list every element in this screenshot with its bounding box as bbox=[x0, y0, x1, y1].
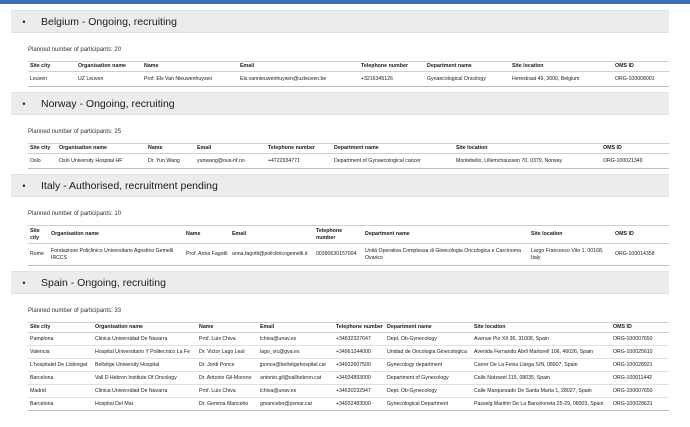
cell-oms-id: ORG-100028631 bbox=[611, 398, 669, 411]
cell-name: Dr. Gemma Mancebo bbox=[197, 398, 258, 411]
column-header: Site location bbox=[529, 226, 613, 244]
cell-name: Dr. Yun Wang bbox=[146, 154, 195, 169]
cell-department: Department of Gynaecological cancer bbox=[332, 154, 454, 169]
country-section-belgium bbox=[11, 10, 669, 87]
column-header: Site city bbox=[28, 226, 49, 244]
cell-site-location: Montebello, Lillemchaussen 70, 0379, Norway bbox=[454, 154, 601, 169]
section-title: Norway - Ongoing, recruiting bbox=[41, 97, 175, 110]
table-row bbox=[28, 154, 669, 169]
cell-department: Gynaecological Oncology bbox=[425, 72, 510, 87]
top-accent-bar bbox=[0, 0, 690, 4]
cell-name: Dr. Antonio Gil-Moreno bbox=[197, 372, 258, 385]
column-header: Site city bbox=[28, 144, 57, 154]
planned-participants: Planned number of participants: 20 bbox=[28, 47, 122, 53]
cell-organisation: Vall D Hebron Institute Of Oncology bbox=[93, 372, 197, 385]
cell-oms-id: ORG-100025610 bbox=[611, 346, 669, 359]
cell-site-city: Valencia bbox=[28, 346, 93, 359]
cell-department: Dept. Ob-Gynecology bbox=[385, 333, 472, 346]
cell-organisation: Clinica Universidad De Navarra bbox=[93, 385, 197, 398]
cell-department: Department of Gynecology bbox=[385, 372, 472, 385]
table-row bbox=[28, 244, 669, 266]
cell-name: Prof. Els Van Nieuwenhuysen bbox=[142, 72, 238, 87]
cell-oms-id: ORG-100008001 bbox=[613, 72, 669, 87]
section-title: Italy - Authorised, recruitment pending bbox=[41, 179, 218, 192]
column-header: Name bbox=[184, 226, 230, 244]
section-header[interactable] bbox=[11, 10, 669, 33]
column-header: Email bbox=[230, 226, 314, 244]
table-row bbox=[28, 333, 669, 346]
column-header: Organisation name bbox=[93, 323, 197, 333]
column-header: Organisation name bbox=[49, 226, 184, 244]
table-row bbox=[28, 72, 669, 87]
column-header: Site city bbox=[28, 323, 93, 333]
column-header: Site city bbox=[28, 62, 76, 72]
cell-site-location: Carrer De La Feixa Llarga S/N, 08907, Spain bbox=[472, 359, 611, 372]
cell-email[interactable]: gmancebo@psmar.cat bbox=[258, 398, 334, 411]
sites-table bbox=[28, 225, 669, 266]
planned-participants: Planned number of participants: 25 bbox=[28, 129, 122, 135]
cell-site-city: Pamplona bbox=[28, 333, 93, 346]
cell-telephone: +3216345126 bbox=[359, 72, 425, 87]
cell-site-city: Barcelona bbox=[28, 372, 93, 385]
cell-telephone: 00390630157004 bbox=[314, 244, 363, 266]
table-row bbox=[28, 398, 669, 411]
bullet-icon: • bbox=[22, 277, 26, 288]
cell-site-location: Herestraat 49, 3000, Belgium bbox=[510, 72, 613, 87]
cell-organisation: Clinica Universidad De Navarra bbox=[93, 333, 197, 346]
table-header-row bbox=[28, 62, 669, 72]
column-header: OMS ID bbox=[613, 62, 669, 72]
column-header: Name bbox=[142, 62, 238, 72]
table-header-row bbox=[28, 323, 669, 333]
cell-oms-id: ORG-100021349 bbox=[601, 154, 669, 169]
cell-email[interactable]: yunwang@ous-hf.no bbox=[195, 154, 266, 169]
cell-site-city: Rome bbox=[28, 244, 49, 266]
cell-email[interactable]: lchiva@unav.es bbox=[258, 385, 334, 398]
cell-department: Gynecological Department bbox=[385, 398, 472, 411]
section-header[interactable] bbox=[11, 174, 669, 197]
cell-telephone: +34961244000 bbox=[334, 346, 385, 359]
column-header: OMS ID bbox=[613, 226, 669, 244]
column-header: Department name bbox=[332, 144, 454, 154]
cell-organisation: Bellvitge University Hospital bbox=[93, 359, 197, 372]
column-header: Name bbox=[197, 323, 258, 333]
cell-site-location: Avenue Pio XII 36, 31008, Spain bbox=[472, 333, 611, 346]
column-header: Organisation name bbox=[57, 144, 146, 154]
cell-email[interactable]: lago_vic@gva.es bbox=[258, 346, 334, 359]
section-title: Spain - Ongoing, recruiting bbox=[41, 276, 166, 289]
country-section-italy bbox=[11, 174, 669, 266]
planned-participants: Planned number of participants: 33 bbox=[28, 308, 122, 314]
cell-email[interactable]: jponce@bellvitgehospital.cat bbox=[258, 359, 334, 372]
column-header: Email bbox=[238, 62, 359, 72]
cell-telephone: +34932483000 bbox=[334, 398, 385, 411]
table-header-row bbox=[28, 226, 669, 244]
column-header: Department name bbox=[363, 226, 529, 244]
column-header: Telephone number bbox=[266, 144, 332, 154]
bullet-icon: • bbox=[22, 16, 26, 27]
cell-telephone: +34934893000 bbox=[334, 372, 385, 385]
cell-telephone: +4722934771 bbox=[266, 154, 332, 169]
cell-site-location: Largo Francesco Vito 1, 00168, Italy bbox=[529, 244, 613, 266]
table-row bbox=[28, 385, 669, 398]
cell-telephone: +34630232947 bbox=[334, 385, 385, 398]
sites-table bbox=[28, 143, 669, 169]
country-section-spain bbox=[11, 271, 669, 411]
cell-site-city: Barcelona bbox=[28, 398, 93, 411]
cell-department: Dept. Ob-Gynecology bbox=[385, 385, 472, 398]
column-header: Name bbox=[146, 144, 195, 154]
cell-site-location: Calle Marquesado De Santa Marta 1, 28027, Spain bbox=[472, 385, 611, 398]
bullet-icon: • bbox=[22, 180, 26, 191]
cell-site-city: Leuven bbox=[28, 72, 76, 87]
cell-telephone: +34632327647 bbox=[334, 333, 385, 346]
column-header: Telephone number bbox=[334, 323, 385, 333]
cell-organisation: Hospital Del Mar bbox=[93, 398, 197, 411]
cell-name: Dr. Victor Lago Leal bbox=[197, 346, 258, 359]
planned-participants: Planned number of participants: 10 bbox=[28, 211, 122, 217]
column-header: Site location bbox=[510, 62, 613, 72]
cell-organisation: Hospital Universitario Y Politecnico La Fe bbox=[93, 346, 197, 359]
section-title: Belgium - Ongoing, recruiting bbox=[41, 15, 177, 28]
bullet-icon: • bbox=[22, 98, 26, 109]
cell-site-city: L'hospitalet De Llobregat bbox=[28, 359, 93, 372]
cell-site-location: Calle Natzaret 115, 08035, Spain bbox=[472, 372, 611, 385]
cell-email[interactable]: Els.vannieuwenhuysen@uzleuven.be bbox=[238, 72, 359, 87]
column-header: Email bbox=[258, 323, 334, 333]
cell-oms-id: ORG-100014358 bbox=[613, 244, 669, 266]
column-header: Department name bbox=[385, 323, 472, 333]
cell-department: Gynecology department bbox=[385, 359, 472, 372]
cell-site-city: Oslo bbox=[28, 154, 57, 169]
cell-site-location: Passeig Maritim De La Barceloneta 25-29, 08003, Spain bbox=[472, 398, 611, 411]
column-header: Telephone number bbox=[314, 226, 363, 244]
cell-organisation: Oslo University Hospital HF bbox=[57, 154, 146, 169]
column-header: OMS ID bbox=[601, 144, 669, 154]
cell-oms-id: ORG-100011442 bbox=[611, 372, 669, 385]
cell-email[interactable]: anna.fagotti@policlinicogemelli.it bbox=[230, 244, 314, 266]
cell-name: Prof. Anna Fagotti bbox=[184, 244, 230, 266]
cell-telephone: +34932607500 bbox=[334, 359, 385, 372]
column-header: Site location bbox=[472, 323, 611, 333]
column-header: Telephone number bbox=[359, 62, 425, 72]
column-header: Site location bbox=[454, 144, 601, 154]
cell-email[interactable]: antonio.gil@vallhebron.cat bbox=[258, 372, 334, 385]
section-header[interactable] bbox=[11, 92, 669, 115]
cell-name: Prof. Luis Chiva bbox=[197, 385, 258, 398]
cell-site-location: Avenida Fernando Abril Martorell 106, 46026, Spain bbox=[472, 346, 611, 359]
sites-table bbox=[28, 322, 669, 411]
cell-email[interactable]: lchiva@unav.es bbox=[258, 333, 334, 346]
cell-name: Prof. Luis Chiva bbox=[197, 333, 258, 346]
cell-department: Unità Operativa Complessa di Ginecologia Oncologica e Carcinoma Ovarico bbox=[363, 244, 529, 266]
table-row bbox=[28, 346, 669, 359]
column-header: OMS ID bbox=[611, 323, 669, 333]
cell-oms-id: ORG-100028921 bbox=[611, 359, 669, 372]
country-section-norway bbox=[11, 92, 669, 169]
cell-department: Unidad de Oncologia Ginecologica bbox=[385, 346, 472, 359]
cell-name: Dr. Jordi Ponce bbox=[197, 359, 258, 372]
table-row bbox=[28, 372, 669, 385]
sites-table bbox=[28, 61, 669, 87]
column-header: Organisation name bbox=[76, 62, 142, 72]
cell-organisation: UZ Leuven bbox=[76, 72, 142, 87]
cell-oms-id: ORG-100007650 bbox=[611, 333, 669, 346]
section-header[interactable] bbox=[11, 271, 669, 294]
column-header: Email bbox=[195, 144, 266, 154]
table-row bbox=[28, 359, 669, 372]
table-header-row bbox=[28, 144, 669, 154]
cell-oms-id: ORG-100007650 bbox=[611, 385, 669, 398]
cell-organisation: Fondazione Policlinico Universitario Agostino Gemelli IRCCS bbox=[49, 244, 184, 266]
cell-site-city: Madrid bbox=[28, 385, 93, 398]
column-header: Department name bbox=[425, 62, 510, 72]
